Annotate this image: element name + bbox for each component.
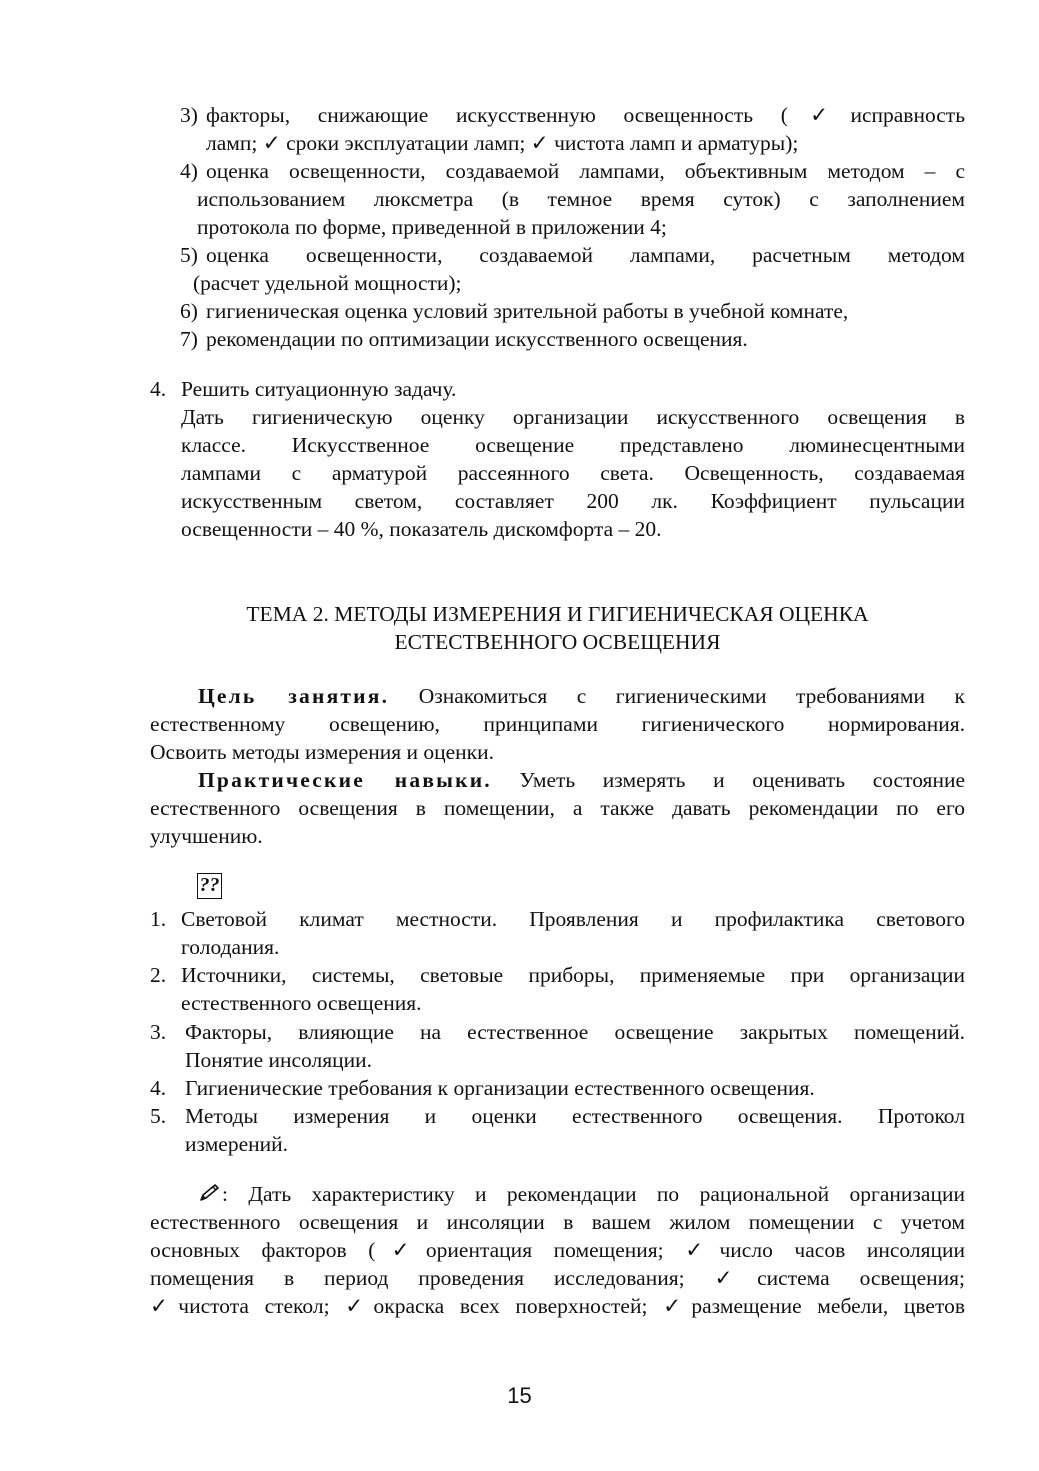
goal-text: Ознакомиться с гигиеническими требованиями к	[418, 684, 966, 708]
question-number: 1.	[150, 907, 167, 931]
task-text-line: искусственным светом, составляет 200 лк. Коэффициент пульсации	[181, 489, 965, 513]
question-line: естественного освещения.	[181, 991, 422, 1015]
list-item-line: протокола по форме, приведенной в приложении 4;	[197, 215, 667, 239]
list-item-line: рекомендации по оптимизации искусственного освещения.	[206, 327, 748, 351]
homework-line	[198, 1180, 965, 1208]
goal-paragraph-line: Освоить методы измерения и оценки.	[150, 740, 494, 764]
goal-paragraph-line: естественному освещению, принципами гигиенического нормирования.	[150, 712, 965, 736]
homework-text: : Дать характеристику и рекомендации по рациональной организации	[222, 1182, 965, 1206]
task-text-line: освещенности – 40 %, показатель дискомфорта – 20.	[181, 517, 662, 541]
task-text-line: классе. Искусственное освещение представлено люминесцентными	[181, 433, 965, 457]
list-number: 7)	[180, 327, 198, 351]
pencil-icon	[198, 1182, 222, 1202]
list-item-line: ламп; ✓ сроки эксплуатации ламп; ✓ чистота ламп и арматуры);	[206, 131, 799, 155]
task-text-line: лампами с арматурой рассеянного света. Освещенность, создаваемая	[181, 461, 965, 485]
question-line: Понятие инсоляции.	[185, 1048, 373, 1072]
skills-paragraph-line	[198, 766, 965, 794]
list-item-line: (расчет удельной мощности);	[193, 271, 462, 295]
question-line: измерений.	[185, 1132, 289, 1156]
question-line: Световой климат местности. Проявления и профилактика светового	[181, 907, 965, 931]
section-heading-line1: ТЕМА 2. МЕТОДЫ ИЗМЕРЕНИЯ И ГИГИЕНИЧЕСКАЯ ОЦЕНКА	[246, 602, 869, 626]
list-item-line: оценка освещенности, создаваемой лампами, расчетным методом	[206, 243, 965, 267]
question-line: Источники, системы, световые приборы, применяемые при организации	[181, 963, 965, 987]
list-number: 5)	[180, 243, 198, 267]
skills-paragraph-line: улучшению.	[150, 824, 263, 848]
skills-label: Практические навыки.	[198, 768, 492, 792]
goal-label: Цель занятия.	[198, 684, 390, 708]
task-text-line: Дать гигиеническую оценку организации искусственного освещения в	[181, 405, 965, 429]
section-heading-line2: ЕСТЕСТВЕННОГО ОСВЕЩЕНИЯ	[394, 630, 721, 654]
goal-paragraph-line	[198, 682, 965, 710]
homework-line: ✓чистота стекол; ✓окраска всех поверхностей; ✓размещение мебели, цветов	[150, 1294, 965, 1318]
skills-text: Уметь измерять и оценивать состояние	[519, 768, 965, 792]
list-number: 6)	[180, 299, 198, 323]
homework-line: основных факторов (✓ориентация помещения; ✓число часов инсоляции	[150, 1238, 965, 1262]
task-number: 4.	[150, 377, 167, 401]
question-line: голодания.	[181, 935, 280, 959]
question-number: 5.	[150, 1104, 167, 1128]
question-line: Методы измерения и оценки естественного освещения. Протокол	[185, 1104, 965, 1128]
page-number: 15	[507, 1383, 532, 1408]
question-line: Факторы, влияющие на естественное освещение закрытых помещений.	[185, 1020, 965, 1044]
question-number: 2.	[150, 963, 167, 987]
question-number: 4.	[150, 1076, 167, 1100]
homework-line: помещения в период проведения исследования; ✓система освещения;	[150, 1266, 965, 1290]
question-number: 3.	[150, 1020, 167, 1044]
questions-icon: ??	[197, 873, 222, 899]
list-item-line: гигиеническая оценка условий зрительной работы в учебной комнате,	[206, 299, 849, 323]
list-number: 4)	[180, 159, 198, 183]
task-title: Решить ситуационную задачу.	[181, 377, 457, 401]
list-item-line: оценка освещенности, создаваемой лампами, объективным методом – с	[206, 159, 965, 183]
list-item-line: использованием люксметра (в темное время суток) с заполнением	[197, 187, 965, 211]
list-number: 3)	[180, 103, 198, 127]
question-line: Гигиенические требования к организации естественного освещения.	[185, 1076, 815, 1100]
list-item-line: факторы, снижающие искусственную освещенность (✓исправность	[206, 103, 965, 127]
skills-paragraph-line: естественного освещения в помещении, а также давать рекомендации по его	[150, 796, 965, 820]
homework-line: естественного освещения и инсоляции в вашем жилом помещении с учетом	[150, 1210, 965, 1234]
